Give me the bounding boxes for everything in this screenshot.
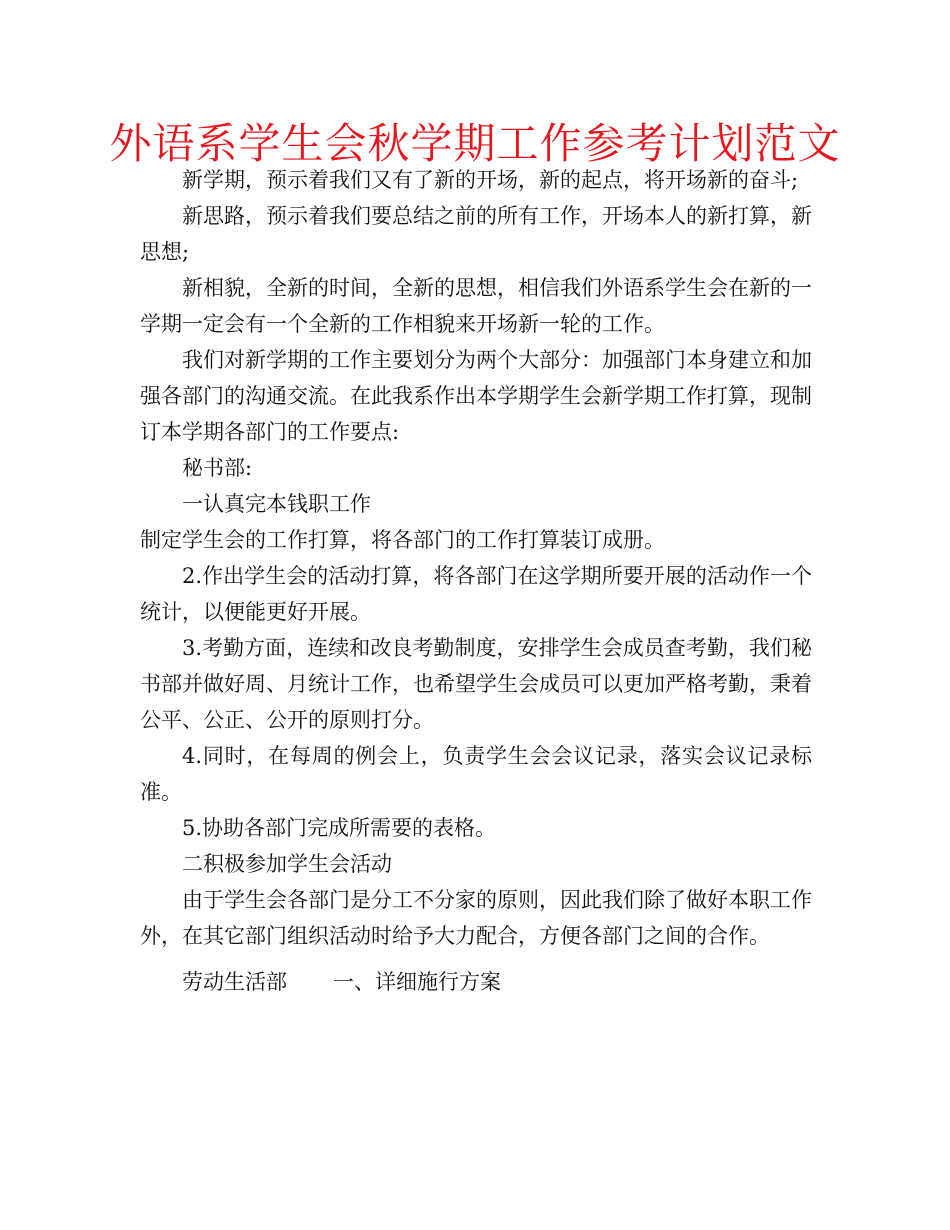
paragraph-new-look: 新相貌，全新的时间，全新的思想，相信我们外语系学生会在新的一学期一定会有一个全新的工作相貌来开场新一轮的工作。 <box>140 276 812 336</box>
paragraph-cooperation: 由于学生会各部门是分工不分家的原则，因此我们除了做好本职工作外，在其它部门组织活动时给予大力配合，方便各部门之间的合作。 <box>140 888 812 948</box>
implementation-heading: 一、详细施行方案 <box>333 970 501 994</box>
paragraph-new-ideas: 新思路，预示着我们要总结之前的所有工作，开场本人的新打算，新思想; <box>140 204 812 264</box>
list-item-activity-plan: 2.作出学生会的活动打算，将各部门在这学期所要开展的活动作一个统计，以便能更好开展。 <box>140 564 812 624</box>
list-item-plan-binding: 制定学生会的工作打算，将各部门的工作打算装订成册。 <box>140 528 665 552</box>
section-heading-secretariat: 秘书部: <box>182 456 253 480</box>
list-item-forms: 5.协助各部门完成所需要的表格。 <box>182 816 497 840</box>
document-body <box>140 162 812 1000</box>
subheading-participate: 二积极参加学生会活动 <box>182 852 392 876</box>
list-item-attendance: 3.考勤方面，连续和改良考勤制度，安排学生会成员查考勤，我们秘书部并做好周、月统计工作，也希望学生会成员可以更加严格考勤，秉着公平、公正、公开的原则打分。 <box>140 636 812 732</box>
department-name: 劳动生活部 <box>182 970 287 994</box>
paragraph-new-term: 新学期，预示着我们又有了新的开场，新的起点，将开场新的奋斗; <box>182 168 799 192</box>
document-title: 外语系学生会秋学期工作参考计划范文 <box>109 119 841 168</box>
section-heading-labor <box>140 964 812 1000</box>
subheading-duties: 一认真完本钱职工作 <box>182 492 371 516</box>
list-item-meeting-records: 4.同时，在每周的例会上，负责学生会会议记录，落实会议记录标准。 <box>140 744 812 804</box>
paragraph-work-division: 我们对新学期的工作主要划分为两个大部分：加强部门本身建立和加强各部门的沟通交流。在此我系作出本学期学生会新学期工作打算，现制订本学期各部门的工作要点: <box>140 348 812 444</box>
